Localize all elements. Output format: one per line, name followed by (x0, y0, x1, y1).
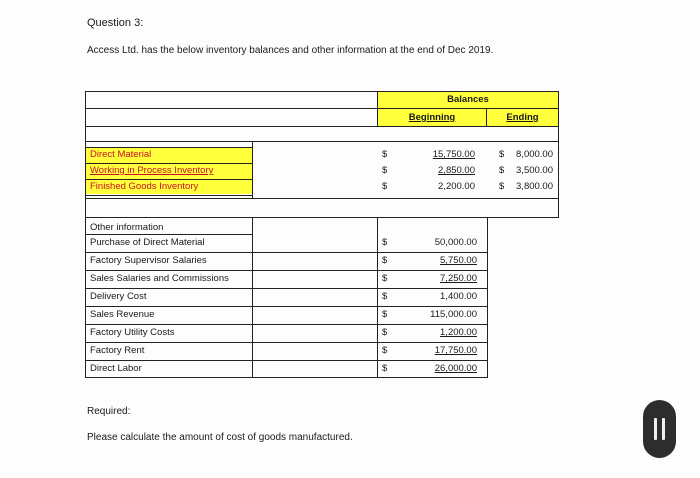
beg-value: 15,750.00 (432, 149, 475, 160)
other-row-label: Factory Supervisor Salaries (90, 255, 207, 266)
other-currency: $ (382, 237, 388, 248)
inventory-row-label: Direct Material (90, 149, 152, 160)
other-currency: $ (382, 327, 388, 338)
beginning-header: Beginning (408, 112, 456, 123)
spacer-row (85, 126, 559, 142)
other-value: 17,750.00 (434, 345, 477, 356)
other-info-heading: Other information (90, 222, 164, 233)
inventory-row-label: Working in Process Inventory (90, 165, 214, 176)
question-title: Question 3: (87, 17, 144, 29)
other-row-label: Factory Rent (90, 345, 145, 356)
other-row-label: Sales Salaries and Commissions (90, 273, 229, 284)
ending-header: Ending (506, 112, 539, 123)
other-currency: $ (382, 273, 388, 284)
spacer-row (85, 198, 559, 218)
pause-icon (662, 418, 665, 440)
required-heading: Required: (87, 406, 131, 417)
balances-header: Balances (447, 94, 489, 105)
other-currency: $ (382, 363, 388, 374)
pause-button[interactable] (643, 400, 676, 458)
other-currency: $ (382, 309, 388, 320)
other-value: 26,000.00 (434, 363, 477, 374)
beg-currency: $ (382, 149, 388, 160)
other-value: 5,750.00 (440, 255, 477, 266)
other-value: 1,400.00 (440, 291, 477, 302)
inventory-table (85, 91, 559, 378)
end-currency: $ (499, 149, 505, 160)
other-currency: $ (382, 291, 388, 302)
end-value: 8,000.00 (516, 149, 553, 160)
pause-icon (654, 418, 657, 440)
other-value: 1,200.00 (440, 327, 477, 338)
required-instruction: Please calculate the amount of cost of goods manufactured. (87, 432, 353, 443)
beg-value: 2,850.00 (438, 165, 475, 176)
other-row-label: Sales Revenue (90, 309, 155, 320)
other-row-label: Direct Labor (90, 363, 142, 374)
other-value: 50,000.00 (434, 237, 477, 248)
other-value: 7,250.00 (440, 273, 477, 284)
end-value: 3,500.00 (516, 165, 553, 176)
end-value: 3,800.00 (516, 181, 553, 192)
end-currency: $ (499, 181, 505, 192)
other-row-label: Delivery Cost (90, 291, 147, 302)
other-row-label: Purchase of Direct Material (90, 237, 205, 248)
end-currency: $ (499, 165, 505, 176)
question-intro: Access Ltd. has the below inventory balances and other information at the end of Dec 2019. (87, 45, 494, 56)
other-currency: $ (382, 345, 388, 356)
beg-currency: $ (382, 181, 388, 192)
beg-value: 2,200.00 (438, 181, 475, 192)
inventory-row-label: Finished Goods Inventory (90, 181, 199, 192)
other-value: 115,000.00 (430, 309, 477, 320)
other-currency: $ (382, 255, 388, 266)
other-row-label: Factory Utility Costs (90, 327, 175, 338)
beg-currency: $ (382, 165, 388, 176)
